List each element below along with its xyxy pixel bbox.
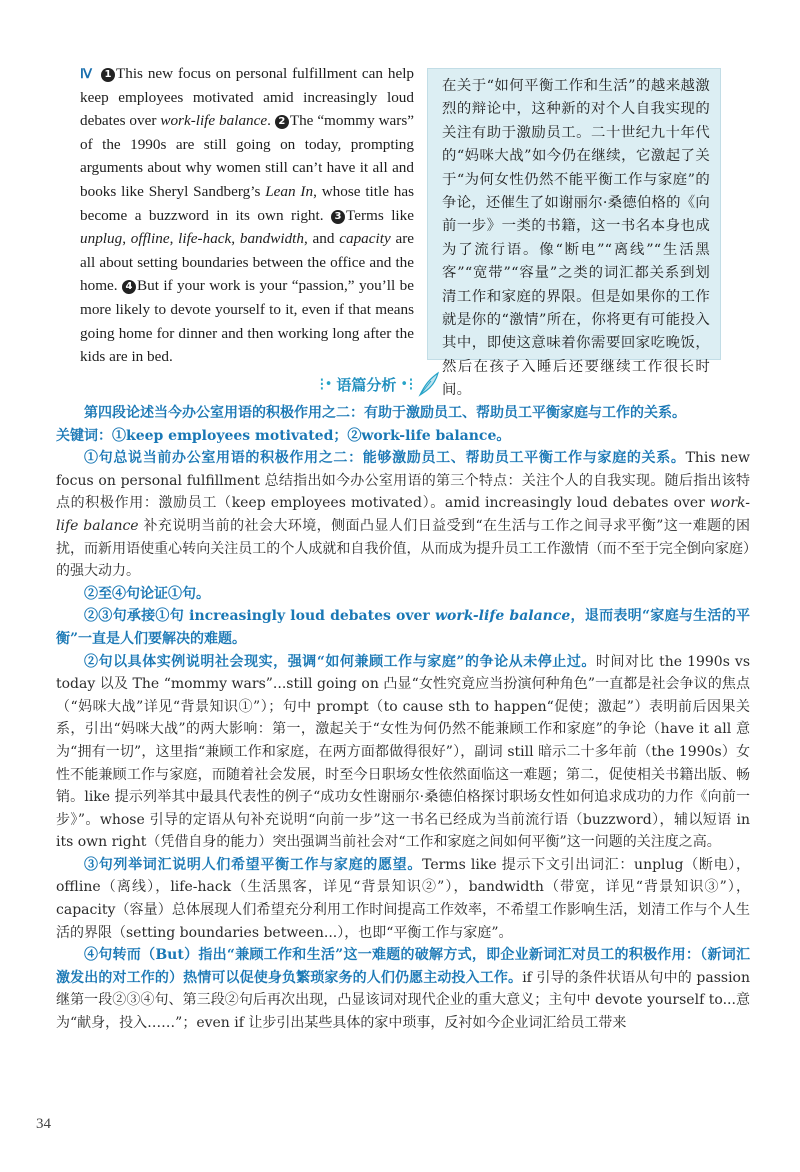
translation-text: 在关于“如何平衡工作和生活”的越来越激烈的辩论中，这种新的对个人自我实现的关注有助于激励员工。二十世纪九十年代的“妈咪大战”如今仍在继续，它激起了关于“为何女性仍然不能平衡工作与家庭”的争论，还催生了如谢丽尔·桑德伯格的《向前一步》一类的书籍，这一书名本身也成为了流行语。像“断电”“离线”“生活黑客”“宽带”“容量”之类的词汇都关系到划清工作和家庭的界限。但是如果你的工作就是你的“激情”所在，你将更有可能投入其中，即使这意味着你需要回家吃晚饭，然后在孩子入睡后还要继续工作很长时间。 <box>442 78 710 399</box>
sentence-2-text: The “mommy wars” of the 1990s are still going on today, prompting arguments about why women still can’t have it all and books like Sheryl Sandberg’s <box>80 112 414 200</box>
analysis-paragraph: ②至④句论证①句。 <box>84 585 210 602</box>
english-passage: Ⅳ 1 This new focus on personal fulfillment can help keep employees motivated amid increasingly loud debates over work-life balance. 2 The “mommy wars” of the 1990s are still going on today, prompting arguments about why women still can’t have it all and books like Sheryl Sandberg’s Lean In, whose title has become a buzzword in its own right. 3 Terms like unplug, offline, life-hack, bandwidth, and capacity are all about setting boundaries between the office and the home. 4 But if your work is your “passion,” you’ll be more likely to devote yourself to it, even if that means going home for dinner and then working long after the kids are in bed. <box>80 65 415 366</box>
section-heading-label: 语篇分析 <box>336 375 397 394</box>
sentence-4-text: But if your work is your “passion,” you’ll be more likely to devote yourself to it, even if that means going home for dinner and then working long after the kids are in bed. <box>80 277 414 366</box>
paragraph-number: Ⅳ <box>80 66 94 81</box>
sentence-1-italic: work-life balance <box>160 112 268 130</box>
analysis-keywords: 关键词：①keep employees motivated；②work-life balance。 <box>56 427 511 444</box>
right-bracket-icon: ⁝ <box>408 373 414 395</box>
analysis-paragraph: ①句总说当前办公室用语的积极作用之二：能够激励员工、帮助员工平衡工作与家庭的关系。This new focus on personal fulfillment 总结指出如今办公室用语的第三个特点：关注个人的自我实现。随后指出该特点的积极作用：激励员工（keep employees motivated）。amid increasingly loud debates over work-life balance 补充说明当前的社会大环境，侧面凸显人们日益受到“在生活与工作之间寻求平衡”这一难题的困扰，而新用语使重心转向关注员工的个人成就和自我价值，从而成为提升员工工作激情（而不至于完全倒向家庭）的强大动力。 <box>56 450 751 580</box>
analysis-summary: 第四段论述当今办公室用语的积极作用之二：有助于激励员工、帮助员工平衡家庭与工作的关系。 <box>84 405 686 421</box>
sentence-2-italic: Lean In <box>265 182 314 200</box>
translation-box <box>427 68 721 399</box>
sentence-1-text: This new focus on personal fulfillment can help keep employees motivated amid increasingly loud debates over <box>80 65 415 130</box>
sentence-marker-3: 3 <box>331 210 345 224</box>
sentence-marker-4: 4 <box>122 280 136 294</box>
left-bracket-icon: ⁝ <box>319 373 325 395</box>
quill-pen-icon <box>416 371 440 397</box>
analysis-paragraph: ④句转而（But）指出“兼顾工作和生活”这一难题的破解方式，即企业新词汇对员工的积极作用：（新词汇激发出的对工作的）热情可以促使身负繁琐家务的人们仍愿主动投入工作。if 引导的条件状语从句中的 passion 继第一段②③④句、第三段②句后再次出现，凸显该词对现代企业的重大意义；主句中 devote yourself to...意为“献身，投入……”；even if 让步引出某些具体的家中琐事，反衬如今企业词汇给员工带来 <box>56 947 750 1032</box>
sentence-3-text: Terms like <box>346 206 414 224</box>
sentence-marker-1: 1 <box>101 68 115 82</box>
dot-icon: • <box>324 376 333 392</box>
section-heading <box>319 371 440 397</box>
page-number: 34 <box>36 1116 51 1132</box>
analysis-section <box>56 402 750 1035</box>
analysis-paragraph: ②③句承接①句 increasingly loud debates over work-life balance，退而表明“家庭与生活的平衡”一直是人们要解决的难题。 <box>56 608 750 647</box>
sentence-marker-2: 2 <box>275 115 289 129</box>
dot-icon: • <box>400 376 409 392</box>
analysis-paragraph: ②句以具体实例说明社会现实，强调“如何兼顾工作与家庭”的争论从未停止过。时间对比 the 1990s vs today 以及 The “mommy wars”...still going on 凸显“女性究竟应当扮演何种角色”一直都是社会争议的焦点（“妈咪大战”详见“背景知识①”）；句中 prompt（to cause sth to happen“促使；激起”）表明前后因果关系，引出“妈咪大战”的两大影响：第一，激起关于“女性为何仍然不能兼顾工作和家庭”的争论（have it all 意为“拥有一切”，这里指“兼顾工作和家庭，在两方面都做得很好”），副词 still 暗示二十多年前（the 1990s）女性不能兼顾工作与家庭，而随着社会发展，时至今日职场女性依然面临这一难题；第二，促使相关书籍出版、畅销。like 提示列举其中最具代表性的例子“成功女性谢丽尔·桑德伯格探讨职场女性如何追求成功的力作《向前一步》”。whose 引导的定语从句补充说明“向前一步”这一书名已经成为当前流行语（buzzword），辅以短语 in its own right（凭借自身的能力）突出强调当前社会对“工作和家庭之间如何平衡”这一问题的关注度之高。 <box>56 653 750 851</box>
analysis-paragraph: ③句列举词汇说明人们希望平衡工作与家庭的愿望。Terms like 提示下文引出词汇：unplug（断电），offline（离线），life-hack（生活黑客，详见“背景知识②”），bandwidth（带宽，详见“背景知识③”），capacity（容量）总体展现人们希望充分利用工作时间提高工作效率，不希望工作影响生活，划清工作与个人生活的界限（setting boundaries between...），也即“平衡工作与家庭”。 <box>56 856 750 941</box>
